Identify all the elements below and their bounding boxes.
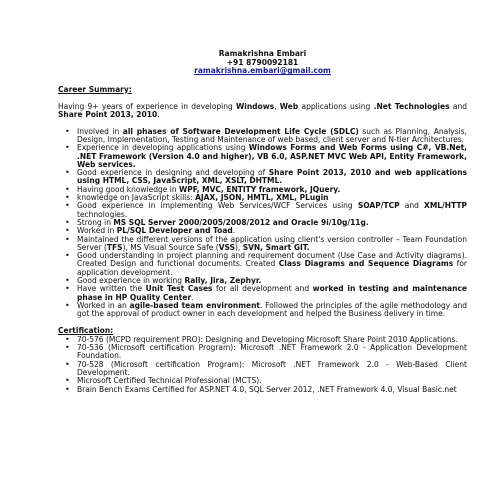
text-run: Worked in an [77, 300, 130, 310]
text-run: Have written the [77, 284, 146, 294]
summary-bullet [58, 252, 467, 277]
bold-text: Class Diagrams and Sequence Diagrams [278, 259, 454, 269]
text-run: technologies. [77, 209, 128, 219]
bold-text: SOAP/TCP [357, 201, 400, 211]
certification-list [58, 336, 467, 394]
text-run: Good experience in implementing Web Services/WCF Services using [77, 201, 358, 211]
text-run: Good experience in working [77, 276, 185, 286]
text-run: and [449, 102, 467, 112]
summary-bullet [58, 302, 467, 319]
bold-text: WPF, MVC, ENTITY framework, JQuery. [179, 184, 341, 194]
text-run: such as Planning, Analysis, Design, Implementation, Testing and Maintenance of web based, client server and N-tier Architectures. [77, 126, 467, 144]
text-run: Strong in [77, 217, 114, 227]
text-run: ), MS Visual Source Safe ( [122, 242, 219, 252]
bold-text: TFS [106, 242, 123, 252]
candidate-name: Ramakrishna Embari [218, 49, 307, 58]
bold-text: SVN, Smart GIT. [242, 242, 310, 252]
certification-heading: Certification: [58, 325, 114, 335]
bold-text: AJAX, JSON, HMTL, XML, PLugin [195, 193, 329, 203]
summary-intro [58, 103, 467, 120]
text-run: . [232, 226, 236, 236]
certification-item: • Brain Bench Exams Certified for ASP.NET 4.0, SQL Server 2012, .NET Framework 4.0, Visual Basic.net [58, 386, 467, 394]
bold-text: PL/SQL Developer and Toad [116, 226, 233, 236]
bold-text: MS SQL Server 2000/2005/2008/2012 and Oracle 9i/10g/11g. [113, 217, 369, 227]
text-run: , [274, 102, 280, 112]
summary-bullet-list [58, 128, 467, 319]
text-run: for application development. [77, 259, 467, 277]
text-run: ), [235, 242, 243, 252]
text-run: Good experience in designing and developing of [77, 168, 269, 178]
certification-item: • 70-536 (Microsoft certification Program): Microsoft .NET Framework 2.0 - Application Development Foundation. [58, 344, 467, 361]
text-run: knowledge on JavaScript skills: [77, 193, 196, 203]
bold-text: Share Point 2013, 2010 [58, 110, 158, 120]
text-run: . [191, 292, 194, 302]
summary-bullet [58, 144, 467, 169]
text-run: Worked in [77, 226, 117, 236]
bold-text: Windows [235, 102, 275, 112]
bold-text: agile-based team environment [129, 300, 261, 310]
bold-text: .Net Technologies [373, 102, 450, 112]
career-summary-heading: Career Summary: [58, 84, 132, 94]
bold-text: Rally, Jira, Zephyr. [184, 276, 262, 286]
text-run: Experience in developing applications using [77, 143, 249, 153]
text-run: for all development and [212, 284, 313, 294]
bold-text: Web [279, 102, 299, 112]
bold-text: Share Point 2013, 2010 and web applications using HTML, CSS, JavaScript, XML, XSLT, DHTML. [77, 168, 467, 186]
bold-text: worked in testing and maintenance phase in HP Quality Center [77, 284, 467, 302]
bold-text: XML/HTTP [424, 201, 467, 211]
bold-text: VSS [218, 242, 235, 252]
summary-bullet [58, 236, 467, 253]
text-run: Involved in [77, 126, 123, 136]
text-run: and [399, 201, 425, 211]
bold-text: Windows Forms and Web Forms using C#, VB.Net, .NET Framework (Version 4.0 and higher), VB 6.0, ASP.NET MVC Web API, Entity Framework, Web services. [77, 143, 467, 169]
summary-bullet [58, 128, 467, 145]
email-link[interactable]: ramakrishna.embari@gmail.com [194, 66, 331, 76]
summary-bullet [58, 202, 467, 219]
text-run: . Followed the principles of the agile methodology and got the approval of product owner in each development and helped the Business delivery in time. [77, 300, 467, 319]
text-run: . [157, 110, 160, 120]
resume-header [58, 50, 467, 76]
bold-text: all phases of Software Development Life Cycle (SDLC) [122, 126, 359, 136]
text-run: Good understanding in project planning and requirement document (Use Case and Activity diagrams). Created Design and functional documents. Created [77, 251, 467, 269]
certification-item: • 70-528 (Microsoft certification Program): Microsoft .NET Framework 2.0 - Web-Based Client Development. [58, 361, 467, 378]
summary-bullet [58, 285, 467, 302]
bold-text: Unit Test Cases [145, 284, 213, 294]
summary-bullet [58, 169, 467, 186]
text-run: applications using [298, 102, 374, 112]
text-run: Having 9+ years of experience in developing [58, 102, 236, 112]
certification-item: • Microsoft Certified Technical Professional (MCTS). [58, 377, 467, 385]
text-run: Maintained the different versions of the application using client's version controller – Team Foundation Server ( [77, 234, 467, 252]
phone-number: +91 8790092181 [226, 57, 299, 67]
certification-item: • 70-576 (MCPD requirement PRO): Designing and Developing Microsoft Share Point 2010 Applications. [58, 336, 467, 344]
text-run: Having good knowledge in [77, 184, 179, 194]
